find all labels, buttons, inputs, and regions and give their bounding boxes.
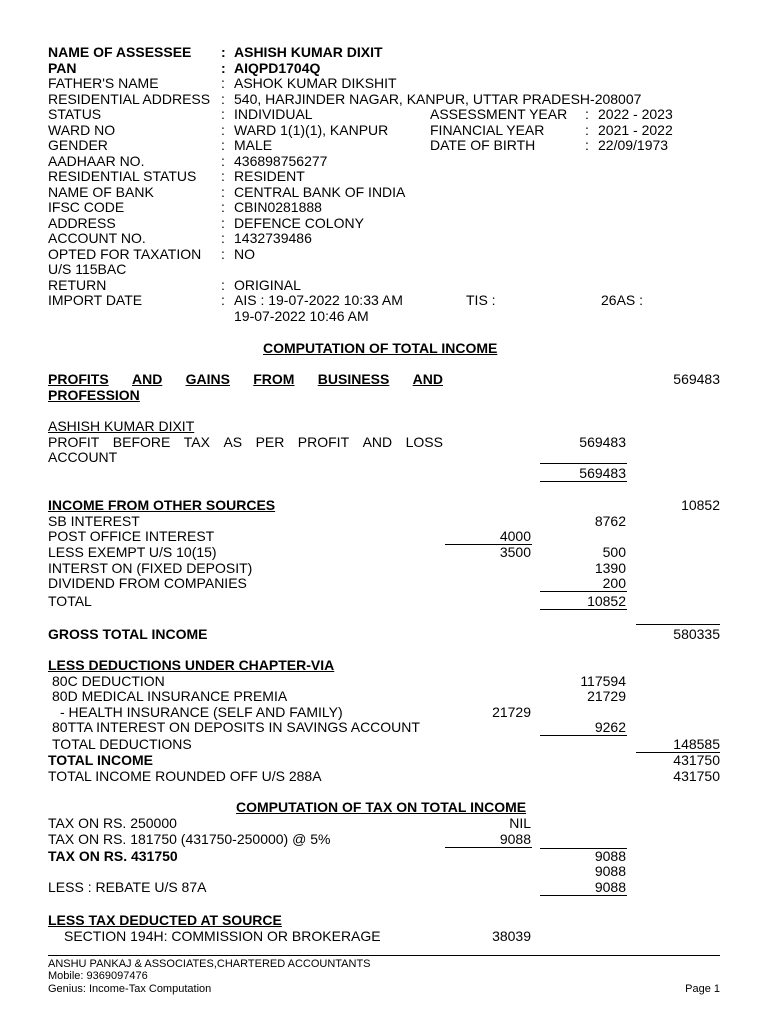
divider-line xyxy=(540,735,627,736)
divider-line xyxy=(540,609,627,610)
sb-interest-value: 8762 xyxy=(594,513,626,529)
info-value: ORIGINAL xyxy=(234,276,301,293)
pbt-word: BEFORE xyxy=(112,434,171,450)
info-label: AADHAAR NO. xyxy=(48,152,145,169)
info-value: 1432739486 xyxy=(234,230,312,246)
tax-slab1-label: TAX ON RS. 250000 xyxy=(48,815,177,831)
info-label: IFSC CODE xyxy=(48,199,125,215)
pbt-label-line2: ACCOUNT xyxy=(48,449,118,465)
business-heading xyxy=(48,372,443,388)
post-office-value: 4000 xyxy=(499,528,531,544)
dividend-label: DIVIDEND FROM COMPANIES xyxy=(48,575,247,591)
footer-page: Page 1 xyxy=(685,983,720,995)
pbt-word: PER xyxy=(255,434,285,450)
total-deductions-label: TOTAL DEDUCTIONS xyxy=(52,736,192,752)
80c-value: 117594 xyxy=(580,673,626,689)
80tta-value: 9262 xyxy=(594,719,626,735)
info-colon: : xyxy=(221,121,225,138)
info-colon: : xyxy=(221,276,225,293)
info-value: WARD 1(1)(1), KANPUR xyxy=(234,121,389,138)
info-label: U/S 115BAC xyxy=(48,261,127,277)
right-info-colon: : xyxy=(585,121,589,138)
total-income-label: TOTAL INCOME xyxy=(48,752,153,768)
rebate-value: 9088 xyxy=(594,879,626,895)
heading-word: GAINS xyxy=(185,371,230,387)
heading-word: FROM xyxy=(253,371,295,387)
pbt-word: LOSS xyxy=(405,434,443,450)
info-colon: : xyxy=(221,44,226,60)
26as-label: 26AS : xyxy=(601,292,644,308)
pbt-word: AS xyxy=(223,434,243,450)
info-label: RESIDENTIAL STATUS xyxy=(48,168,197,184)
right-info-value: 2022 - 2023 xyxy=(598,106,673,122)
info-value: MALE xyxy=(234,137,273,153)
info-colon: : xyxy=(221,90,225,107)
info-colon: : xyxy=(221,152,225,169)
tax-total-value: 9088 xyxy=(594,848,626,864)
info-label: OPTED FOR TAXATION xyxy=(48,245,202,262)
right-info-label: ASSESSMENT YEAR xyxy=(430,106,568,122)
right-info-colon: : xyxy=(585,137,589,153)
info-value: CENTRAL BANK OF INDIA xyxy=(234,183,406,200)
pbt-word: PROFIT xyxy=(48,434,100,450)
other-total-label: TOTAL xyxy=(48,593,92,609)
tds-section-label: SECTION 194H: COMMISSION OR BROKERAGE xyxy=(64,928,381,944)
tax-slab2-label: TAX ON RS. 181750 (431750-250000) @ 5% xyxy=(48,831,331,847)
less-exempt-label: LESS EXEMPT U/S 10(15) xyxy=(48,544,217,560)
right-info-label: FINANCIAL YEAR xyxy=(430,121,545,138)
divider-line xyxy=(540,591,627,592)
right-info-colon: : xyxy=(585,106,589,122)
heading-word: BUSINESS xyxy=(317,371,390,387)
heading-word: PROFITS xyxy=(48,371,109,387)
info-label: FATHER'S NAME xyxy=(48,75,159,91)
right-info-label: DATE OF BIRTH xyxy=(430,137,536,153)
tis-label: TIS : xyxy=(466,292,496,308)
divider-line xyxy=(540,481,627,482)
right-info-value: 2021 - 2022 xyxy=(598,121,673,138)
info-label: RESIDENTIAL ADDRESS xyxy=(48,90,211,107)
80d-value: 21729 xyxy=(587,688,626,704)
tds-section-value: 38039 xyxy=(492,928,531,944)
other-total-value: 10852 xyxy=(587,593,626,609)
info-label: STATUS xyxy=(48,106,102,122)
health-insurance-value: 21729 xyxy=(492,704,531,720)
tax-total-label: TAX ON RS. 431750 xyxy=(48,848,178,864)
fd-label: INTERST ON (FIXED DEPOSIT) xyxy=(48,560,253,576)
info-value: ASHISH KUMAR DIXIT xyxy=(234,44,383,60)
sb-interest-label: SB INTEREST xyxy=(48,513,140,529)
health-insurance-label: - HEALTH INSURANCE (SELF AND FAMILY) xyxy=(60,704,343,720)
info-colon: : xyxy=(221,168,225,184)
divider-line xyxy=(445,847,532,848)
info-value: 436898756277 xyxy=(234,152,328,169)
tax-after-value: 9088 xyxy=(594,863,626,879)
80c-label: 80C DEDUCTION xyxy=(52,673,165,689)
info-value: DEFENCE COLONY xyxy=(234,214,364,231)
divider-line xyxy=(540,463,627,464)
tds-heading: LESS TAX DEDUCTED AT SOURCE xyxy=(48,912,282,928)
info-colon: : xyxy=(221,75,225,91)
business-subtotal: 569483 xyxy=(579,465,626,481)
post-office-label: POST OFFICE INTEREST xyxy=(48,528,215,544)
tax-computation-title: COMPUTATION OF TAX ON TOTAL INCOME xyxy=(236,799,527,815)
info-value: INDIVIDUAL xyxy=(234,106,313,122)
dividend-value: 200 xyxy=(602,575,626,591)
info-colon: : xyxy=(221,199,225,215)
info-value: AIQPD1704Q xyxy=(234,59,321,76)
rebate-label: LESS : REBATE U/S 87A xyxy=(48,879,207,895)
divider-line xyxy=(636,624,720,625)
rounded-value: 431750 xyxy=(673,768,720,784)
post-office-net-value: 500 xyxy=(602,544,626,560)
info-value: ASHOK KUMAR DIKSHIT xyxy=(234,75,397,91)
total-income-value: 431750 xyxy=(673,752,720,768)
info-value: AIS : 19-07-2022 10:33 AM xyxy=(234,292,403,308)
heading-word: AND xyxy=(131,371,163,387)
footer-divider xyxy=(48,955,720,956)
info-colon: : xyxy=(221,292,225,308)
80d-label: 80D MEDICAL INSURANCE PREMIA xyxy=(52,688,288,704)
info-label: WARD NO xyxy=(48,121,116,138)
other-sources-heading: INCOME FROM OTHER SOURCES xyxy=(48,497,276,513)
import-date-line2: 19-07-2022 10:46 AM xyxy=(234,308,369,324)
divider-line xyxy=(540,895,627,896)
info-label: NAME OF BANK xyxy=(48,183,154,200)
info-colon: : xyxy=(221,59,226,76)
business-name: ASHISH KUMAR DIXIT xyxy=(48,418,195,434)
deductions-heading: LESS DEDUCTIONS UNDER CHAPTER-VIA xyxy=(48,657,335,673)
footer-firm: ANSHU PANKAJ & ASSOCIATES,CHARTERED ACCOUNTANTS xyxy=(48,958,371,970)
info-value: 540, HARJINDER NAGAR, KANPUR, UTTAR PRADESH-208007 xyxy=(234,90,642,107)
right-info-value: 22/09/1973 xyxy=(598,137,669,153)
other-sources-total-right: 10852 xyxy=(681,497,720,513)
gross-total-label: GROSS TOTAL INCOME xyxy=(48,626,208,642)
info-value: CBIN0281888 xyxy=(234,199,322,215)
info-colon: : xyxy=(221,106,225,122)
total-deductions-value: 148585 xyxy=(673,736,720,752)
less-exempt-value: 3500 xyxy=(499,544,531,560)
info-colon: : xyxy=(221,214,225,231)
info-label: ACCOUNT NO. xyxy=(48,230,146,246)
info-label: PAN xyxy=(48,59,77,76)
rounded-label: TOTAL INCOME ROUNDED OFF U/S 288A xyxy=(48,768,322,784)
info-label: ADDRESS xyxy=(48,214,116,231)
pbt-word: AND xyxy=(362,434,393,450)
heading-word: AND xyxy=(412,371,443,387)
gross-total-value: 580335 xyxy=(673,626,720,642)
business-total: 569483 xyxy=(673,371,720,387)
80tta-label: 80TTA INTEREST ON DEPOSITS IN SAVINGS ACCOUNT xyxy=(52,719,420,735)
pbt-word: TAX xyxy=(183,434,210,450)
info-label: GENDER xyxy=(48,137,108,153)
business-heading-line2: PROFESSION xyxy=(48,387,140,403)
info-value: RESIDENT xyxy=(234,168,305,184)
info-colon: : xyxy=(221,230,225,246)
footer-software: Genius: Income-Tax Computation xyxy=(48,983,212,995)
computation-title: COMPUTATION OF TOTAL INCOME xyxy=(263,340,498,356)
info-label: IMPORT DATE xyxy=(48,292,143,308)
info-value: NO xyxy=(234,245,255,262)
tax-slab1-value: NIL xyxy=(509,815,531,831)
info-label: NAME OF ASSESSEE xyxy=(48,44,192,60)
footer-mobile: Mobile: 9369097476 xyxy=(48,970,148,982)
pbt-word: PROFIT xyxy=(297,434,350,450)
info-label: RETURN xyxy=(48,276,107,293)
info-colon: : xyxy=(221,183,225,200)
fd-value: 1390 xyxy=(594,560,626,576)
info-colon: : xyxy=(221,245,225,262)
pbt-value: 569483 xyxy=(579,434,626,450)
info-colon: : xyxy=(221,137,225,153)
tax-slab2-value: 9088 xyxy=(499,831,531,847)
